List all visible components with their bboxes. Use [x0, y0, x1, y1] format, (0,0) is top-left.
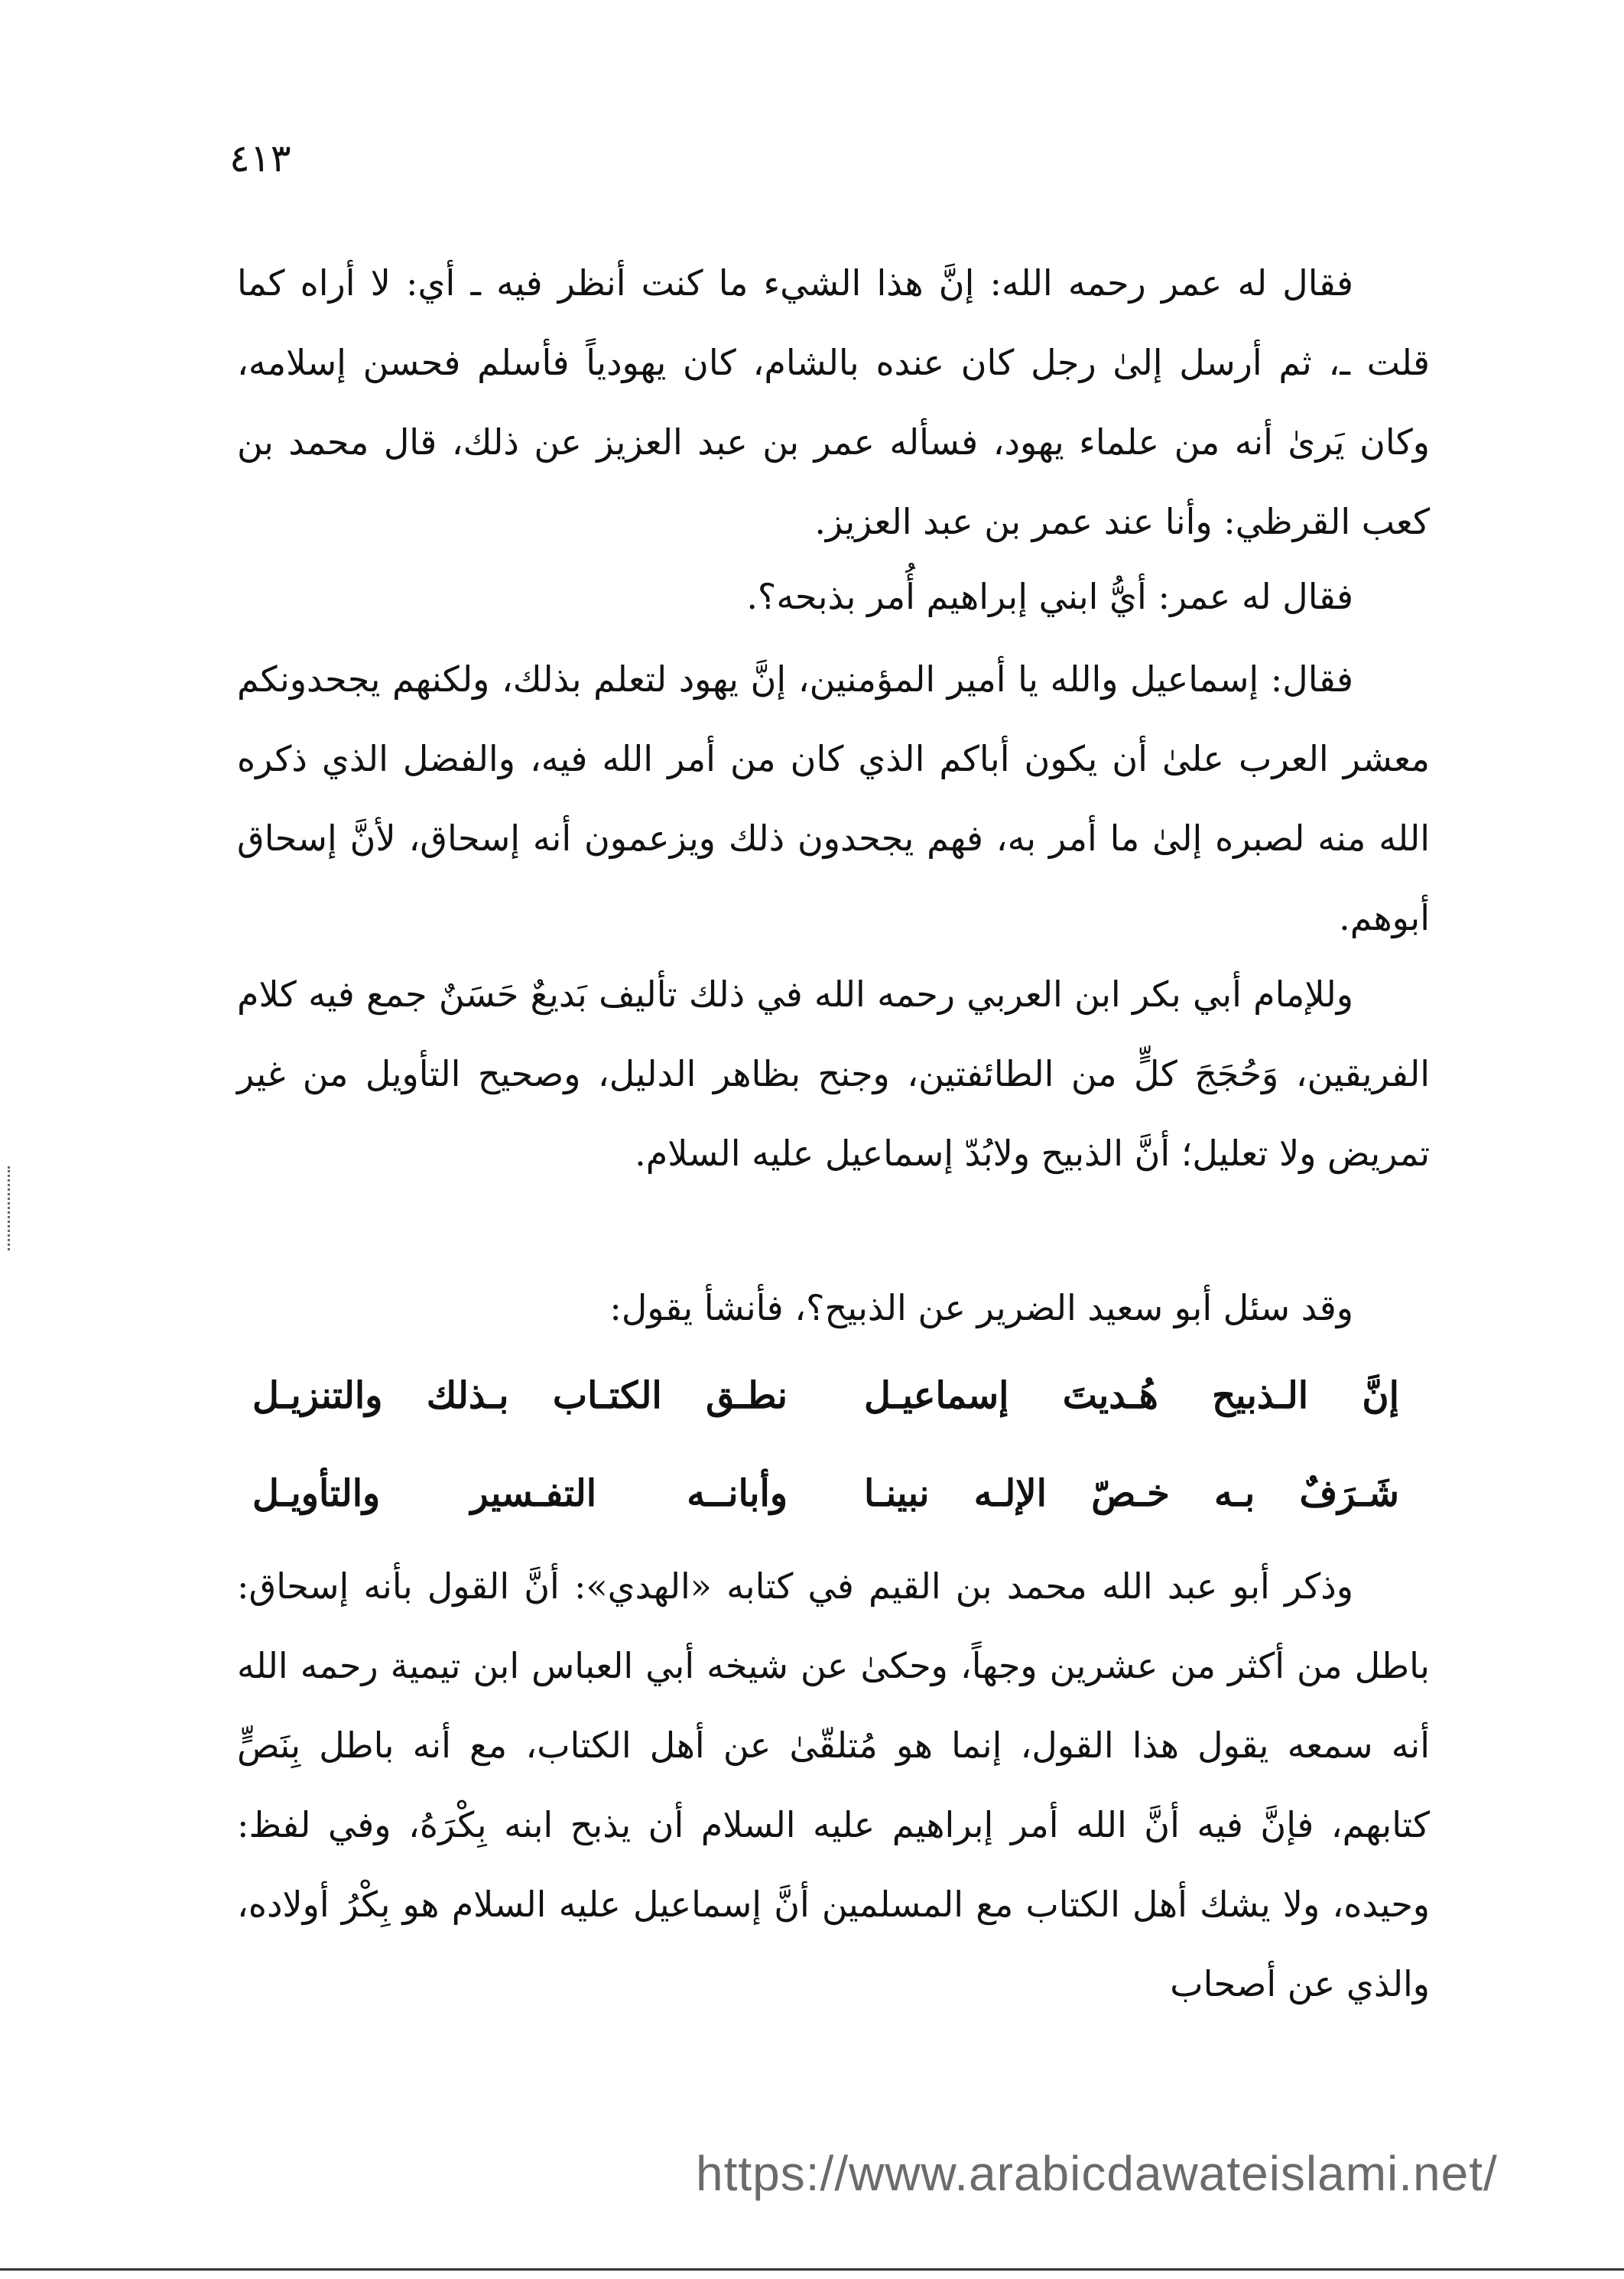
paragraph-1	[237, 243, 1430, 561]
paragraph-4-text: وللإمام أبي بكر ابن العربي رحمه الله في ذلك تأليف بَديعٌ حَسَنٌ جمع فيه كلام الفريقين، وَحُجَجَ كلٍّ من الطائفتين، وجنح بظاهر الدليل، وصحيح التأويل من غير تمريض ولا تعليل؛ أنَّ الذبيح ولابُدّ إسماعيل عليه السلام.	[237, 974, 1430, 1174]
paragraph-1-text: فقال له عمر رحمه الله: إنَّ هذا الشيء ما كنت أنظر فيه ـ أي: لا أراه كما قلت ـ، ثم أرسل إلىٰ رجل كان عنده بالشام، كان يهودياً فأسلم فحسن إسلامه، وكان يَرىٰ أنه من علماء يهود، فسأله عمر بن عبد العزيز عن ذلك، قال محمد بن كعب القرظي: وأنا عند عمر بن عبد العزيز.	[237, 262, 1430, 542]
verse-2-second-hemistich: وأبانــه التفـسير والتأويـل	[252, 1472, 788, 1515]
verse-2-first-hemistich: شَـرَفٌ بـه خـصّ الإلـه نبينـا	[864, 1472, 1399, 1515]
paragraph-3	[237, 639, 1430, 957]
paragraph-closing-text: وذكر أبو عبد الله محمد بن القيم في كتابه «الهدي»: أنَّ القول بأنه إسحاق: باطل من أكثر من عشرين وجهاً، وحكىٰ عن شيخه أبي العباس ابن تيمية رحمه الله أنه سمعه يقول هذا القول، إنما هو مُتلقّىٰ عن أهل الكتاب، مع أنه باطل بِنَصٍّ كتابهم، فإنَّ فيه أنَّ الله أمر إبراهيم عليه السلام أن يذبح ابنه بِكْرَهُ، وفي لفظ: وحيده، ولا يشك أهل الكتاب مع المسلمين أنَّ إسماعيل عليه السلام هو بِكْرُ أولاده، والذي عن أصحاب	[237, 1565, 1430, 2004]
paragraph-2	[237, 557, 1430, 636]
paragraph-3-text: فقال: إسماعيل والله يا أمير المؤمنين، إنَّ يهود لتعلم بذلك، ولكنهم يجحدونكم معشر العرب علىٰ أن يكون أباكم الذي كان من أمر الله فيه، والفضل الذي ذكره الله منه لصبره إلىٰ ما أمر به، فهم يجحدون ذلك ويزعمون أنه إسحاق، لأنَّ إسحاق أبوهم.	[237, 658, 1430, 938]
paragraph-5-text: وقد سئل أبو سعيد الضرير عن الذبيح؟، فأنشأ يقول:	[609, 1287, 1353, 1328]
verse-row-2	[252, 1452, 1399, 1536]
page-number: ٤١٣	[229, 136, 291, 180]
margin-mark	[8, 1166, 12, 1250]
bottom-rule	[0, 2268, 1624, 2271]
paragraph-closing	[237, 1546, 1430, 2024]
verse-1-first-hemistich: إنَّ الـذبيح هُـديتَ إسماعيـل	[864, 1374, 1399, 1417]
paragraph-5	[237, 1268, 1430, 1348]
watermark-url: https://www.arabicdawateislami.net/	[696, 2146, 1498, 2201]
paragraph-2-text: فقال له عمر: أيُّ ابني إبراهيم أُمر بذبحه؟.	[746, 576, 1353, 617]
verse-row-1	[252, 1354, 1399, 1438]
verse-1-second-hemistich: نطـق الكتـاب بـذلك والتنزيـل	[252, 1374, 788, 1417]
paragraph-4	[237, 954, 1430, 1193]
